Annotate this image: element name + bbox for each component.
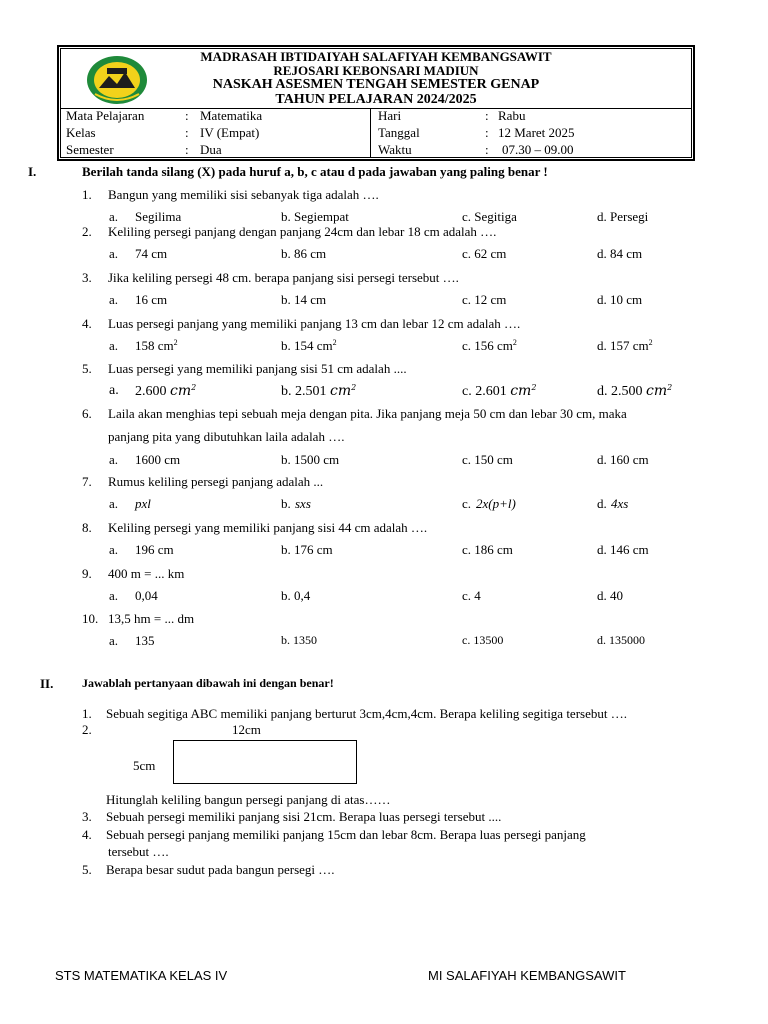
superscript-2: 2 (512, 338, 517, 347)
essay-q4-text: Sebuah persegi panjang memiliki panjang 15cm dan lebar 8cm. Berapa luas persegi panjang (106, 827, 586, 842)
essay-q2-number: 2. (82, 722, 92, 737)
option-a-text: 158 $cm^2$ (135, 338, 178, 353)
question-text: Rumus keliling persegi panjang adalah ... (108, 474, 324, 489)
semester-label: Semester (66, 142, 114, 157)
option-d: d. 40 (597, 588, 623, 603)
superscript-2: 2 (667, 383, 673, 392)
option-a-text: 2.600 $cm^2$ (135, 383, 197, 399)
school-name: MADRASAH IBTIDAIYAH SALAFIYAH KEMBANGSAWIT (200, 49, 552, 64)
superscript-2: 2 (351, 383, 357, 392)
class-label: Kelas (66, 125, 96, 140)
class-value: IV (Empat) (200, 125, 260, 140)
option-a-letter: a. (109, 338, 119, 353)
school-address: REJOSARI KEBONSARI MADIUN (273, 63, 479, 78)
option-a-text: 135 (135, 633, 155, 648)
option-d-text: 4xs (611, 496, 629, 511)
colon: : (485, 125, 489, 140)
question-number: 2. (82, 224, 92, 239)
option-a-letter: a. (109, 292, 119, 307)
option-a-text: pxl (135, 496, 151, 511)
option-a-letter: a. (109, 588, 119, 603)
question-number: 3. (82, 270, 92, 285)
superscript-2: 2 (191, 383, 197, 392)
option-b: b. 176 cm (281, 542, 333, 557)
question-number: 9. (82, 566, 92, 581)
section1-instruction: Berilah tanda silang (X) pada huruf a, b, c atau d pada jawaban yang paling benar ! (82, 164, 548, 179)
option-c: c. 12 cm (462, 292, 507, 307)
option-b: b. 14 cm (281, 292, 327, 307)
option-a-text: 196 cm (135, 542, 174, 557)
option-c: c. 156 $cm^2$ (462, 338, 517, 353)
option-d: d. Persegi (597, 209, 649, 224)
essay-q1-text: Sebuah segitiga ABC memiliki panjang berturut 3cm,4cm,4cm. Berapa keliling segitiga tersebut …. (106, 706, 627, 721)
option-b: b. Segiempat (281, 209, 349, 224)
question-text-cont: panjang pita yang dibutuhkan laila adalah …. (108, 429, 345, 444)
section1-number: I. (28, 164, 37, 179)
colon: : (185, 125, 189, 140)
question-number: 10. (82, 611, 99, 626)
option-a-letter: a. (109, 246, 119, 261)
essay-q5-number: 5. (82, 862, 92, 877)
option-b: b. 1350 (281, 633, 317, 647)
essay-q4-number: 4. (82, 827, 92, 842)
section2-number: II. (40, 676, 54, 691)
option-b: b. 1500 cm (281, 452, 340, 467)
academic-year: TAHUN PELAJARAN 2024/2025 (275, 92, 477, 107)
option-a-text: 74 cm (135, 246, 168, 261)
option-c: c. 186 cm (462, 542, 513, 557)
option-c: c. 150 cm (462, 452, 513, 467)
option-a-letter: a. (109, 452, 119, 467)
semester-value: Dua (200, 142, 222, 157)
option-a-letter: a. (109, 633, 119, 648)
superscript-2: 2 (332, 338, 337, 347)
question-text: Luas persegi panjang yang memiliki panjang 13 cm dan lebar 12 cm adalah …. (108, 316, 521, 331)
colon: : (485, 108, 489, 123)
option-b-letter: b. (281, 496, 291, 511)
option-a-letter: a. (109, 496, 119, 511)
option-d: d. 2.500 $cm^2$ (597, 383, 673, 399)
option-c: c. 4 (462, 588, 481, 603)
option-b: b. 0,4 (281, 588, 311, 603)
section2-instruction: Jawablah pertanyaan dibawah ini dengan benar! (82, 676, 334, 690)
time-value: 07.30 – 09.00 (502, 142, 574, 157)
option-d: d. 157 $cm^2$ (597, 338, 653, 353)
footer-left: STS MATEMATIKA KELAS IV (55, 968, 228, 983)
unit-cm: $cm^2$ (330, 383, 357, 399)
option-d: d. 10 cm (597, 292, 643, 307)
superscript-2: 2 (531, 383, 537, 392)
colon: : (485, 142, 489, 157)
question-number: 7. (82, 474, 92, 489)
option-b: b. 86 cm (281, 246, 327, 261)
essay-q3-text: Sebuah persegi memiliki panjang sisi 21cm. Berapa luas persegi tersebut .... (106, 809, 502, 824)
rect-width-label: 5cm (133, 758, 156, 773)
option-c: c. Segitiga (462, 209, 517, 224)
rect-length-label: 12cm (232, 722, 261, 737)
option-a-text: 1600 cm (135, 452, 181, 467)
essay-q1-number: 1. (82, 706, 92, 721)
date-label: Tanggal (378, 125, 420, 140)
option-b-text: sxs (295, 496, 311, 511)
question-text: Laila akan menghias tepi sebuah meja dengan pita. Jika panjang meja 50 cm dan lebar 30 cm, maka (108, 406, 627, 421)
question-text: Keliling persegi panjang dengan panjang 24cm dan lebar 18 cm adalah …. (108, 224, 497, 239)
superscript-2: 2 (173, 338, 178, 347)
option-c: c. 62 cm (462, 246, 507, 261)
question-number: 1. (82, 187, 92, 202)
rectangle-figure (173, 740, 357, 784)
day-value: Rabu (498, 108, 526, 123)
time-label: Waktu (378, 142, 412, 157)
option-a-text: 16 cm (135, 292, 168, 307)
option-a-text: 0,04 (135, 588, 158, 603)
option-a-letter: a. (109, 383, 119, 398)
essay-q4-text-cont: tersebut …. (108, 844, 169, 859)
day-label: Hari (378, 108, 402, 123)
option-d-letter: d. (597, 496, 607, 511)
option-d: d. 160 cm (597, 452, 649, 467)
footer-right: MI SALAFIYAH KEMBANGSAWIT (428, 968, 626, 983)
question-text: Bangun yang memiliki sisi sebanyak tiga adalah …. (108, 187, 379, 202)
question-text: Keliling persegi yang memiliki panjang sisi 44 cm adalah …. (108, 520, 428, 535)
essay-q5-text: Berapa besar sudut pada bangun persegi …. (106, 862, 335, 877)
unit-cm: $cm^2$ (510, 383, 537, 399)
option-c: c. 2.601 $cm^2$ (462, 383, 537, 399)
option-b: b. 154 $cm^2$ (281, 338, 337, 353)
info-table-divider (370, 108, 371, 158)
essay-q2-text: Hitunglah keliling bangun persegi panjang di atas…… (106, 792, 391, 807)
option-a-text: Segilima (135, 209, 182, 224)
option-c: c. 13500 (462, 633, 504, 647)
date-value: 12 Maret 2025 (498, 125, 575, 140)
colon: : (185, 108, 189, 123)
question-number: 8. (82, 520, 92, 535)
question-text: Jika keliling persegi 48 cm. berapa panjang sisi persegi tersebut …. (108, 270, 459, 285)
exam-title: NASKAH ASESMEN TENGAH SEMESTER GENAP (212, 77, 540, 92)
option-b: b. 2.501 $cm^2$ (281, 383, 357, 399)
option-c-text: 2x(p+l) (476, 496, 516, 511)
question-number: 6. (82, 406, 92, 421)
question-number: 5. (82, 361, 92, 376)
option-c-letter: c. (462, 496, 472, 511)
option-d: d. 146 cm (597, 542, 649, 557)
question-number: 4. (82, 316, 92, 331)
subject-value: Matematika (200, 108, 263, 123)
info-table-top-line (60, 108, 692, 109)
essay-q3-number: 3. (82, 809, 92, 824)
colon: : (185, 142, 189, 157)
option-a-letter: a. (109, 209, 119, 224)
option-a-letter: a. (109, 542, 119, 557)
subject-label: Mata Pelajaran (66, 108, 145, 123)
unit-cm: $cm^2$ (646, 383, 673, 399)
question-text: 13,5 hm = ... dm (108, 611, 195, 626)
option-d: d. 135000 (597, 633, 645, 647)
question-text: 400 m = ... km (108, 566, 185, 581)
superscript-2: 2 (648, 338, 653, 347)
option-d: d. 84 cm (597, 246, 643, 261)
question-text: Luas persegi yang memiliki panjang sisi 51 cm adalah .... (108, 361, 407, 376)
unit-cm: $cm^2$ (170, 383, 197, 399)
